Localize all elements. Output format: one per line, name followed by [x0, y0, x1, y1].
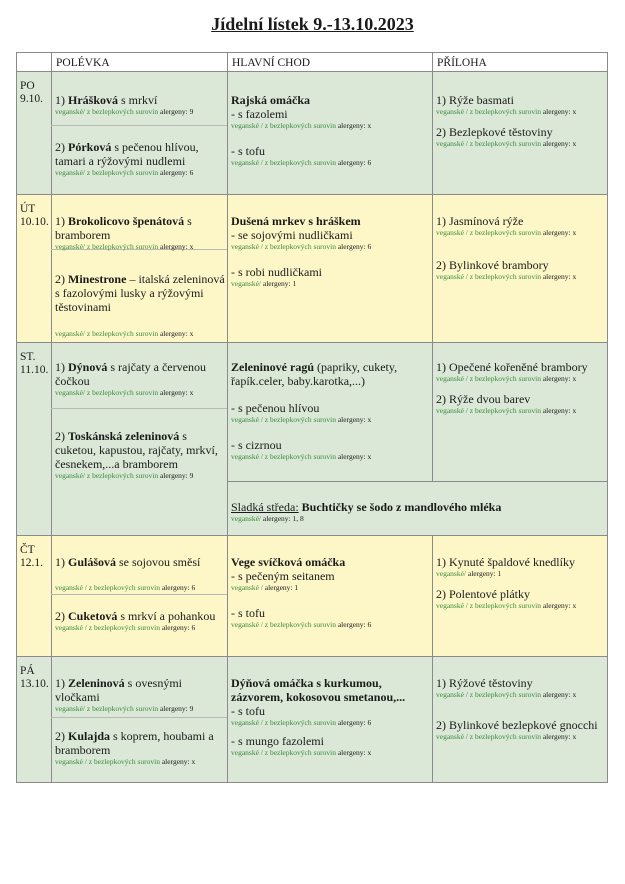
menu-table: [16, 52, 608, 783]
soup-item: 1) Gulášová se sojovou směsí: [55, 555, 201, 569]
day-label: ÚT 10.10.: [20, 203, 49, 228]
main-item: Dýňová omáčka s kurkumou, zázvorem, kokosovou smetanou,... - s tofu veganské / z bezlepkových surovin alergeny: 6 - s mungo fazolemi veganské / z bezlepkových surovin alergeny: x: [231, 676, 406, 757]
header-soup: POLÉVKA: [56, 57, 110, 69]
soup-item: 2) Cuketová s mrkví a pohankou veganské / z bezlepkových surovin alergeny: 6: [55, 609, 216, 632]
day-label: PÁ 13.10.: [20, 665, 49, 690]
soup-meta: veganské / z bezlepkových surovin alergeny: 6: [55, 583, 196, 592]
header-main: HLAVNÍ CHOD: [232, 57, 311, 69]
side-item: 1) Rýže basmati veganské / z bezlepkových surovin alergeny: x 2) Bezlepkové těstoviny veganské / z bezlepkových surovin alergeny: x: [436, 93, 577, 148]
main-item: Rajská omáčka - s fazolemi veganské / z bezlepkových surovin alergeny: x - s tofu veganské / z bezlepkových surovin alergeny: 6: [231, 93, 372, 167]
page-title: Jídelní lístek 9.-13.10.2023: [211, 14, 414, 34]
header-side: PŘÍLOHA: [437, 57, 487, 69]
day-label: PO 9.10.: [20, 80, 43, 105]
soup-item: 2) Minestrone – italská zeleninová s fazolovými lusky a rýžovými těstovinami: [55, 272, 225, 314]
soup-item: 1) Brokolicovo špenátová s bramborem veganské/ z bezlepkových surovin alergeny: x: [55, 214, 194, 251]
main-item: Zeleninové ragú (papriky, cukety, řapík.celer, baby.karotka,...) - s pečenou hlívou veganské / z bezlepkových surovin alergeny: x - s cizrnou veganské / z bezlepkových surovin alergeny: x: [231, 360, 398, 461]
soup-item: 1) Dýnová s rajčaty a červenou čočkou veganské/ z bezlepkových surovin alergeny: x: [55, 360, 206, 397]
soup-meta: veganské/ z bezlepkových surovin alergeny: x: [55, 329, 194, 338]
side-item: 1) Rýžové těstoviny veganské / z bezlepkových surovin alergeny: x 2) Bylinkové bezlepkové gnocchi veganské / z bezlepkových surovin alergeny: x: [436, 676, 598, 741]
soup-item: 2) Kulajda s koprem, houbami a bramborem veganské / z bezlepkových surovin alergeny: x: [55, 729, 214, 766]
day-label: ST. 11.10.: [20, 351, 49, 376]
side-item: 1) Jasmínová rýže veganské / z bezlepkových surovin alergeny: x 2) Bylinkové brambory veganské / z bezlepkových surovin alergeny: x: [436, 214, 577, 281]
soup-item: 1) Zeleninová s ovesnými vločkami veganské/ z bezlepkových surovin alergeny: 9: [55, 676, 194, 713]
side-item: 1) Kynuté špaldové knedlíky veganské/ alergeny: 1 2) Polentové plátky veganské / z bezlepkových surovin alergeny: x: [436, 555, 577, 610]
day-label: ČT 12.1.: [20, 544, 43, 569]
soup-item: 2) Toskánská zeleninová s cuketou, kapustou, rajčaty, mrkví, česnekem,...a bramborem veganské/ z bezlepkových surovin alergeny: 9: [55, 429, 218, 480]
sweet-wednesday: Sladká středa: Buchtičky se šodo z mandlového mléka veganské/ alergeny: 1, 8: [231, 500, 502, 523]
main-item: Dušená mrkev s hráškem - se sojovými nudličkami veganské / z bezlepkových surovin alergeny: 6 - s robi nudličkami veganské/ alergeny: 1: [231, 214, 372, 288]
soup-item: 1) Hrášková s mrkví veganské/ z bezlepkových surovin alergeny: 9: [55, 93, 194, 116]
main-item: Vege svíčková omáčka - s pečeným seitanem veganské / alergeny: 1 - s tofu veganské / z bezlepkových surovin alergeny: 6: [231, 555, 372, 629]
soup-item: 2) Pórková s pečenou hlívou, tamari a rýžovými nudlemi veganské/ z bezlepkových surovin alergeny: 6: [55, 140, 199, 177]
side-item: 1) Opečené kořeněné brambory veganské / z bezlepkových surovin alergeny: x 2) Rýže dvou barev veganské / z bezlepkových surovin alergeny: x: [436, 360, 588, 415]
